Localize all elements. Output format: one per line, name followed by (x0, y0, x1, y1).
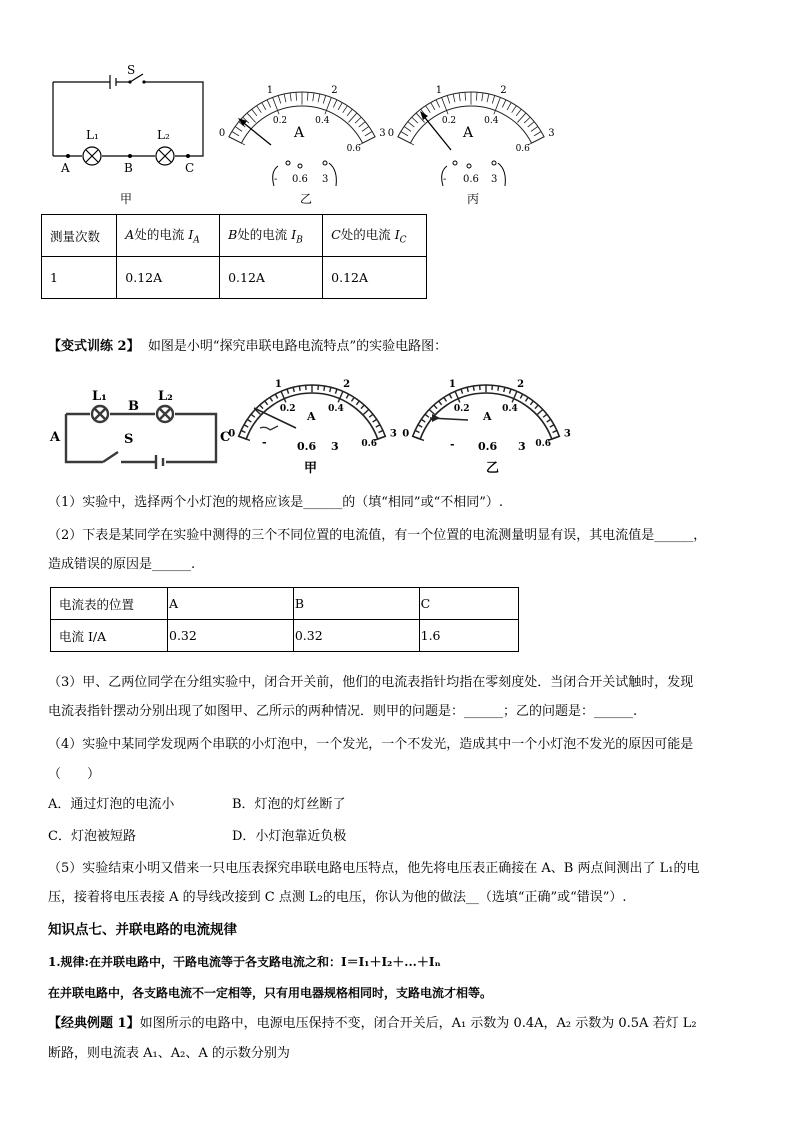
rule-2: 在并联电路中，各支路电流不一定相等，只有用电器规格相同时，支路电流才相等。 (48, 986, 493, 1000)
scale-tick (369, 414, 373, 417)
scale-label-bottom: 0.2 (453, 403, 470, 414)
scale-tick (363, 409, 368, 414)
scale-label-bottom: 0.4 (502, 403, 518, 414)
figure2-circuit (46, 384, 231, 469)
scale-tick (461, 389, 463, 394)
scale-tick (550, 425, 554, 427)
scale-tick (235, 126, 242, 131)
svg-text:0.6: 0.6 (297, 440, 317, 453)
figure1-ammeter-yi (218, 62, 395, 212)
scale-label-top: 0 (387, 128, 395, 140)
scale-tick (498, 386, 499, 391)
scale-tick (526, 397, 529, 401)
svg-text:0.6: 0.6 (463, 174, 479, 185)
scale-tick (324, 386, 325, 391)
scale-tick (262, 103, 266, 110)
svg-text:A: A (50, 430, 61, 445)
scale-tick (421, 419, 425, 422)
l1-label: L₁ (86, 128, 99, 142)
scale-label-top: 1 (448, 379, 456, 391)
scale-tick (232, 132, 239, 136)
example-line1: 【经典例题 1】如图所示的电路中，电源电压保持不变，闭合开关后，A₁ 示数为 0.4A，A₂ 示数为 0.5A 若灯 L₂ (48, 1016, 697, 1031)
scale-tick (333, 100, 337, 108)
scale-tick (265, 401, 268, 405)
scale-tick (482, 93, 483, 101)
scale-tick (504, 387, 505, 392)
table-header: 测量次数 (42, 215, 117, 257)
scale-label-bottom: 0.4 (315, 115, 330, 126)
scale-tick (343, 106, 348, 113)
scale-label-top: 3 (548, 128, 555, 140)
table-cell: 0.32 (168, 620, 294, 652)
scale-tick (465, 92, 466, 100)
scale-tick (520, 394, 522, 398)
scale-tick (512, 391, 517, 402)
scale-label-top: 3 (389, 428, 397, 440)
switch-label: S (127, 63, 136, 77)
svg-text:B: B (128, 399, 139, 414)
scale-tick (318, 94, 320, 102)
scale-tick (281, 391, 286, 402)
scale-label-bottom: 0.2 (279, 403, 296, 414)
scale-label-top: 0 (402, 428, 410, 440)
table-header: B (293, 588, 419, 620)
scale-tick (528, 122, 534, 127)
scale-tick (323, 95, 325, 103)
scale-tick (270, 397, 273, 401)
scale-tick (267, 100, 271, 108)
scale-tick (537, 409, 542, 414)
svg-text:3: 3 (491, 174, 498, 185)
scale-label-bottom: 0.4 (484, 115, 499, 126)
svg-text:C: C (220, 430, 231, 445)
svg-text:-: - (443, 174, 447, 185)
scale-label-bottom: 0.6 (515, 144, 530, 155)
scale-tick (434, 405, 437, 409)
scale-tick (252, 109, 257, 116)
scale-tick (338, 391, 343, 402)
scale-tick (543, 414, 547, 417)
scale-tick (516, 109, 521, 116)
table-current (50, 587, 519, 652)
svg-text:L₁: L₁ (92, 389, 107, 404)
scale-tick (412, 117, 418, 123)
figure2-ammeter-jia (228, 368, 400, 480)
scale-tick (313, 93, 314, 101)
scale-tick (338, 103, 342, 110)
scale-label-bottom: 0.6 (535, 439, 551, 450)
figure1-ammeter-bing (387, 62, 557, 212)
scale-tick (439, 401, 442, 405)
question-3-line1: （3）甲、乙两位同学在分组实验中，闭合开关前，他们的电流表指针均指在零刻度处．当闭合开关试触时，发现 (48, 675, 694, 690)
scale-label-top: 2 (517, 379, 525, 391)
figure1-circuit (40, 62, 215, 212)
scale-tick (444, 397, 447, 401)
scale-label-top: 1 (435, 84, 443, 96)
table-header: 电流表的位置 (51, 588, 168, 620)
scale-tick (408, 122, 414, 127)
question-3-line2: 电流表指针摆动分别出现了如图甲、乙所示的两种情况．则甲的问题是：______；乙的问题是：______. (48, 704, 638, 719)
scale-tick (535, 405, 538, 409)
meter-unit: A (463, 125, 474, 141)
point-a (66, 154, 70, 158)
scale-label-bottom: 0.2 (441, 115, 457, 126)
svg-text:-: - (274, 174, 278, 185)
scale-tick (413, 436, 424, 440)
question-5-line1: （5）实验结束小明又借来一只电压表探究串联电路电压特点，他先将电压表正确接在 A、B 两点间测出了 L₁的电 (48, 861, 700, 876)
svg-text:L₂: L₂ (158, 389, 173, 404)
scale-tick (476, 92, 477, 100)
scale-tick (287, 389, 289, 394)
option-c: C．灯泡被短路 (48, 829, 136, 844)
table-cell: 1.6 (419, 620, 518, 652)
l2-label: L₂ (157, 128, 170, 142)
scale-tick (426, 106, 431, 113)
scale-tick (512, 106, 517, 113)
scale-tick (299, 386, 300, 391)
figure2-ammeter-yi (402, 368, 574, 480)
scale-tick (379, 430, 383, 432)
scale-tick (247, 419, 251, 422)
svg-text:0.6: 0.6 (292, 174, 308, 185)
scale-tick (507, 103, 511, 110)
scale-tick (330, 387, 331, 392)
table-cell: 1 (42, 257, 117, 299)
scale-label-top: 0 (228, 428, 236, 440)
scale-tick (247, 113, 255, 122)
table-header: A处的电流 $I_A$ (117, 215, 220, 257)
scale-tick (492, 95, 494, 103)
point-b (128, 154, 132, 158)
b-label: B (124, 161, 133, 175)
svg-text:乙: 乙 (486, 461, 500, 476)
scale-tick (365, 132, 372, 136)
scale-tick (239, 436, 250, 440)
table-cell: 0.32 (293, 620, 419, 652)
table-cell: 0.12A (323, 257, 427, 299)
table-cell: 0.12A (220, 257, 323, 299)
scale-tick (530, 401, 533, 405)
scale-tick (251, 414, 255, 417)
scale-tick (431, 103, 435, 110)
scale-tick (425, 414, 429, 417)
scale-tick (459, 93, 460, 101)
scale-tick (352, 397, 355, 401)
svg-text:A: A (307, 410, 316, 423)
table-header: B处的电流 $I_B$ (220, 215, 323, 257)
table-header: C处的电流 $I_C$ (323, 215, 427, 257)
scale-label-top: 0 (218, 128, 226, 140)
svg-text:A: A (483, 410, 492, 423)
option-a: A．通过灯泡的电流小 (48, 797, 175, 812)
scale-label-top: 1 (266, 84, 274, 96)
scale-label-top: 2 (331, 84, 338, 96)
scale-tick (257, 106, 262, 113)
scale-tick (241, 430, 245, 432)
scale-tick (307, 92, 308, 100)
scale-tick (275, 394, 277, 398)
svg-text:3: 3 (331, 440, 339, 453)
scale-tick (547, 419, 551, 422)
question-4-line1: （4）实验中某同学发现两个串联的小灯泡中，一个发光，一个不发光，造成其中一个小灯泡不发光的原因可能是 (48, 737, 694, 752)
option-d: D．小灯泡靠近负极 (232, 829, 347, 844)
scale-tick (361, 405, 364, 409)
scale-tick (376, 425, 380, 427)
svg-text:S: S (124, 432, 134, 447)
meter-unit: A (294, 125, 305, 141)
question-2-line1: （2）下表是某同学在实验中测得的三个不同位置的电流值，有一个位置的电流测量明显有误，其电流值是______， (48, 528, 707, 543)
scale-tick (260, 405, 263, 409)
scale-tick (531, 126, 538, 131)
scale-tick (293, 387, 294, 392)
scale-tick (356, 401, 359, 405)
table-measurements (41, 214, 427, 299)
scale-tick (401, 132, 408, 136)
svg-text:0.6: 0.6 (478, 440, 498, 453)
svg-text:-: - (450, 438, 455, 451)
section-title: 知识点七、并联电路的电流规律 (48, 922, 237, 938)
scale-tick (534, 132, 541, 136)
scale-tick (502, 100, 506, 108)
scale-tick (415, 430, 419, 432)
scale-tick (453, 94, 455, 102)
table-header: C (419, 588, 518, 620)
scale-label-top: 1 (274, 379, 282, 391)
svg-text:甲: 甲 (304, 461, 318, 476)
scale-tick (355, 117, 361, 123)
scale-tick (517, 113, 525, 122)
scale-label-bottom: 0.6 (346, 144, 361, 155)
scale-tick (449, 394, 451, 398)
svg-text:3: 3 (518, 440, 526, 453)
scale-tick (347, 109, 352, 116)
question-2-line2: 造成错误的原因是______. (48, 557, 196, 572)
scale-tick (447, 95, 449, 103)
scale-tick (284, 94, 286, 102)
scale-tick (296, 92, 297, 100)
example-line2: 断路，则电流表 A₁、A₂、A 的示数分别为 (48, 1046, 290, 1061)
scale-tick (362, 126, 369, 131)
scale-tick (348, 113, 356, 122)
scale-tick (290, 93, 291, 101)
svg-text:-: - (262, 436, 267, 449)
scale-tick (429, 409, 434, 414)
scale-label-top: 3 (379, 128, 386, 140)
rule-1: 1.规律:在并联电路中，干路电流等于各支路电流之和：I＝I₁＋I₂＋...＋Iₙ (48, 955, 441, 969)
a-label: A (61, 161, 70, 175)
scale-tick (359, 122, 365, 127)
c-label: C (185, 161, 195, 175)
scale-label-top: 2 (500, 84, 507, 96)
scale-tick (436, 100, 440, 108)
caption-yi: 乙 (300, 192, 313, 206)
scale-tick (346, 394, 348, 398)
question-4-line2: （ ） (48, 767, 101, 782)
option-b: B．灯泡的灯丝断了 (232, 797, 346, 812)
scale-tick (455, 391, 460, 402)
table-header: A (168, 588, 294, 620)
scale-tick (373, 419, 377, 422)
caption-bing: 丙 (467, 192, 480, 206)
svg-text:3: 3 (322, 174, 329, 185)
scale-tick (553, 430, 557, 432)
scale-tick (278, 95, 280, 103)
table-cell: 0.12A (117, 257, 220, 299)
point-c (186, 154, 190, 158)
scale-tick (335, 389, 337, 394)
question-5-line2: 压，接着将电压表接 A 的导线改接到 C 点测 L₂的电压，你认为他的做法__（选填“正确”或“错误”）. (48, 890, 627, 905)
scale-tick (418, 425, 422, 427)
scale-label-bottom: 0.6 (361, 439, 377, 450)
scale-tick (244, 425, 248, 427)
scale-tick (473, 386, 474, 391)
scale-tick (404, 126, 411, 131)
caption-jia: 甲 (120, 192, 133, 206)
scale-tick (524, 117, 530, 123)
scale-tick (487, 94, 489, 102)
scale-label-top: 3 (563, 428, 571, 440)
question-1: （1）实验中，选择两个小灯泡的规格应该是______的（填“相同”或“不相同”）. (48, 495, 503, 510)
scale-label-bottom: 0.4 (328, 403, 344, 414)
scale-tick (509, 389, 511, 394)
table-cell: 电流 I/A (51, 620, 168, 652)
scale-label-bottom: 0.2 (272, 115, 288, 126)
scale-tick (467, 387, 468, 392)
variant2-intro: 【变式训练 2】 如图是小明“探究串联电路电流特点”的实验电路图： (48, 339, 448, 354)
scale-label-top: 2 (343, 379, 351, 391)
